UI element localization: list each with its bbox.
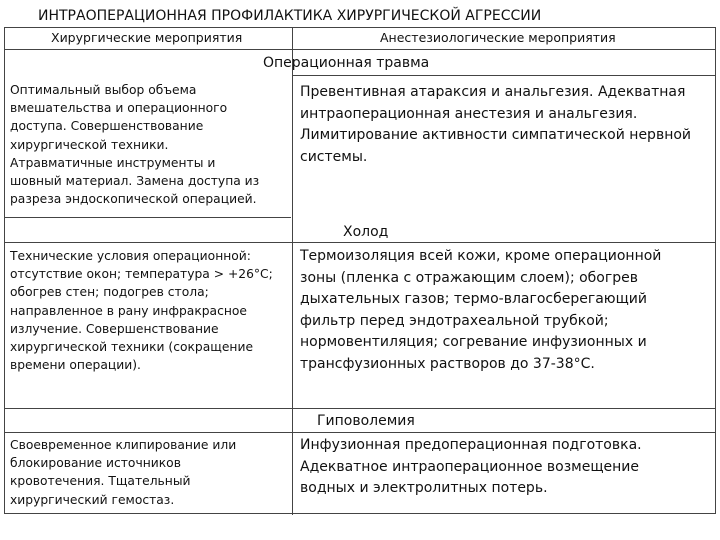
section-title-hypovolemia: Гиповолемия	[317, 413, 415, 429]
section-title-cold: Холод	[343, 224, 389, 240]
header-divider	[5, 49, 715, 50]
page-title: ИНТРАОПЕРАЦИОННАЯ ПРОФИЛАКТИКА ХИРУРГИЧЕСКОЙ АГРЕССИИ	[38, 8, 542, 24]
row-divider	[5, 217, 291, 218]
header-surgical: Хирургические мероприятия	[51, 30, 243, 45]
hypovolemia-surgical-text: Своевременное клипирование или блокирование источников кровотечения. Тщательный хирургический гемостаз.	[10, 438, 237, 507]
column-divider	[292, 28, 293, 515]
section-title-trauma: Операционная травма	[263, 55, 430, 71]
cold-anesthesia-text: Термоизоляция всей кожи, кроме операционной зоны (пленка с отражающим слоем); обогрев дыхательных газов; термо-влагосберегающий фильтр перед эндотрахеальной трубкой; нормовентиляция; согревание инфузионных и трансфузионных растворов до 37-38°С.	[300, 248, 662, 372]
trauma-anesthesia-text: Превентивная атараксия и анальгезия. Адекватная интраоперационная анестезия и анальгезия. Лимитирование активности симпатической нервной системы.	[300, 84, 692, 165]
hypovolemia-anesthesia-text: Инфузионная предоперационная подготовка. Адекватное интраоперационное возмещение водных и электролитных потерь.	[300, 437, 642, 496]
trauma-surgical-text: Оптимальный выбор объема вмешательства и операционного доступа. Совершенствование хирургической техники. Атравматичные инструменты и шовный материал. Замена доступа из разреза эндоскопической операцией.	[10, 83, 260, 207]
section-divider	[5, 242, 715, 243]
prophylaxis-table	[4, 27, 716, 514]
section-divider	[5, 432, 715, 433]
row-divider	[5, 408, 715, 409]
header-anesthesia: Анестезиологические мероприятия	[380, 30, 616, 45]
section-divider	[292, 75, 715, 76]
cold-surgical-text: Технические условия операционной: отсутствие окон; температура > +26°С; обогрев стен; подогрев стола; направленное в рану инфракрасное излучение. Совершенствование хирургической техники (сокращение времени операции).	[10, 249, 273, 373]
